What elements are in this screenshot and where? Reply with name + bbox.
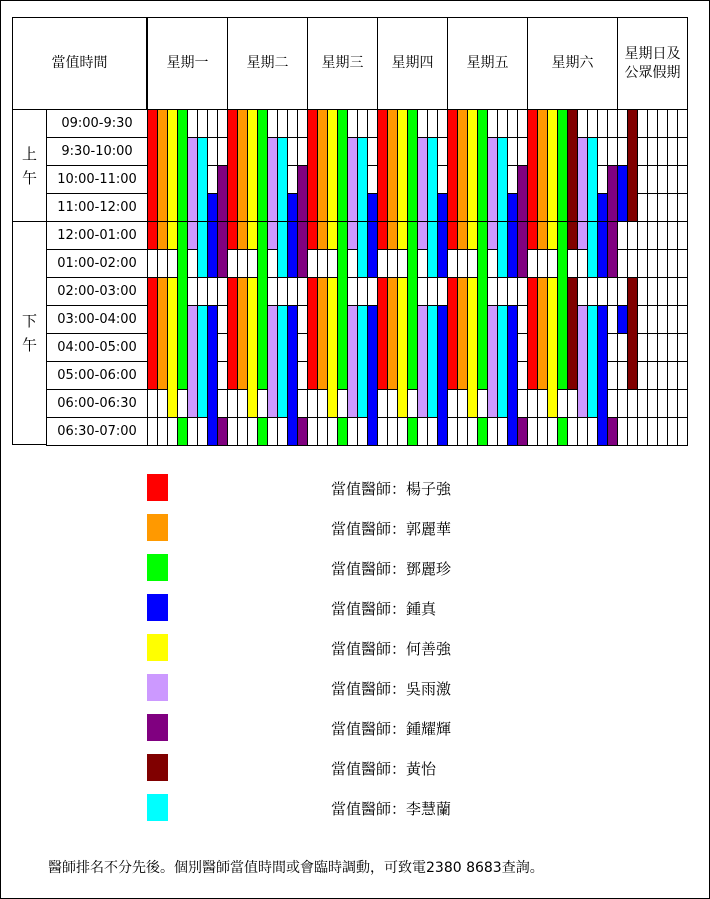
day-separator bbox=[617, 109, 618, 446]
legend-doctor-label: 當值醫師：黃怡 bbox=[331, 760, 437, 778]
duty-cell-sun bbox=[677, 193, 688, 222]
header-day-sat: 星期六 bbox=[527, 17, 618, 110]
duty-cell-sun bbox=[677, 165, 688, 194]
day-separator bbox=[527, 109, 528, 446]
day-separator bbox=[227, 109, 228, 446]
legend-doctor-label: 當值醫師：李慧蘭 bbox=[331, 800, 452, 818]
timeslot-label: 03:00-04:00 bbox=[46, 305, 148, 334]
day-separator bbox=[447, 109, 448, 446]
timeslot-label: 12:00-01:00 bbox=[46, 221, 148, 250]
legend-doctor-label: 當值醫師：何善強 bbox=[331, 640, 452, 658]
header-sun-line1: 星期日及 bbox=[624, 45, 681, 62]
duty-cell-sun bbox=[677, 277, 688, 306]
header-day-wed: 星期三 bbox=[307, 17, 378, 110]
legend-doctor-label: 當值醫師：鄧麗珍 bbox=[331, 560, 452, 578]
period-pm-line2: 午 bbox=[21, 336, 37, 354]
duty-cell-sun bbox=[677, 221, 688, 250]
legend-doctor-label: 當值醫師：吳雨激 bbox=[331, 680, 452, 698]
period-am-line2: 午 bbox=[21, 168, 37, 187]
legend-doctor-label: 當值醫師：鍾真 bbox=[331, 600, 437, 618]
day-separator bbox=[147, 109, 148, 446]
duty-cell-sun bbox=[677, 109, 688, 138]
legend-doctor-label: 當值醫師：郭麗華 bbox=[331, 520, 452, 538]
legend-swatch bbox=[147, 794, 168, 821]
header-sun-line2: 公眾假期 bbox=[624, 64, 681, 81]
duty-cell-sun bbox=[677, 361, 688, 390]
day-separator bbox=[377, 109, 378, 446]
legend-swatch bbox=[147, 754, 168, 781]
footnote: 醫師排名不分先後。個別醫師當值時間或會臨時調動，可致電2380 8683查詢。 bbox=[48, 860, 544, 876]
timeslot-label: 06:30-07:00 bbox=[46, 417, 148, 446]
header-day-fri: 星期五 bbox=[447, 17, 528, 110]
duty-cell-sun bbox=[677, 305, 688, 334]
header-day-sun-holiday bbox=[617, 17, 688, 110]
period-afternoon bbox=[12, 221, 47, 445]
duty-cell-sun bbox=[677, 389, 688, 418]
header-day-thu: 星期四 bbox=[377, 17, 448, 110]
timeslot-label: 06:00-06:30 bbox=[46, 389, 148, 418]
duty-cell-sun bbox=[677, 417, 688, 446]
period-am-line1: 上 bbox=[21, 144, 37, 163]
timeslot-label: 02:00-03:00 bbox=[46, 277, 148, 306]
am-pm-separator bbox=[12, 221, 688, 222]
day-separator bbox=[307, 109, 308, 446]
period-morning bbox=[12, 109, 47, 222]
timeslot-label: 04:00-05:00 bbox=[46, 333, 148, 362]
legend-doctor-label: 當值醫師：楊子強 bbox=[331, 480, 452, 498]
legend-swatch bbox=[147, 474, 168, 501]
period-pm-line1: 下 bbox=[21, 312, 37, 330]
header-day-tue: 星期二 bbox=[227, 17, 308, 110]
legend-swatch bbox=[147, 514, 168, 541]
timeslot-label: 05:00-06:00 bbox=[46, 361, 148, 390]
legend-swatch bbox=[147, 634, 168, 661]
legend-swatch bbox=[147, 594, 168, 621]
legend-swatch bbox=[147, 674, 168, 701]
header-day-mon: 星期一 bbox=[147, 17, 228, 110]
duty-cell-sun bbox=[677, 137, 688, 166]
timeslot-label: 10:00-11:00 bbox=[46, 165, 148, 194]
timeslot-label: 11:00-12:00 bbox=[46, 193, 148, 222]
header-time-label: 當值時間 bbox=[12, 17, 147, 110]
timeslot-label: 9:30-10:00 bbox=[46, 137, 148, 166]
timeslot-label: 09:00-9:30 bbox=[46, 109, 148, 138]
legend-swatch bbox=[147, 554, 168, 581]
legend-swatch bbox=[147, 714, 168, 741]
duty-cell-sun bbox=[677, 333, 688, 362]
duty-cell-sun bbox=[677, 249, 688, 278]
timeslot-label: 01:00-02:00 bbox=[46, 249, 148, 278]
legend-doctor-label: 當值醫師：鍾耀輝 bbox=[331, 720, 452, 738]
